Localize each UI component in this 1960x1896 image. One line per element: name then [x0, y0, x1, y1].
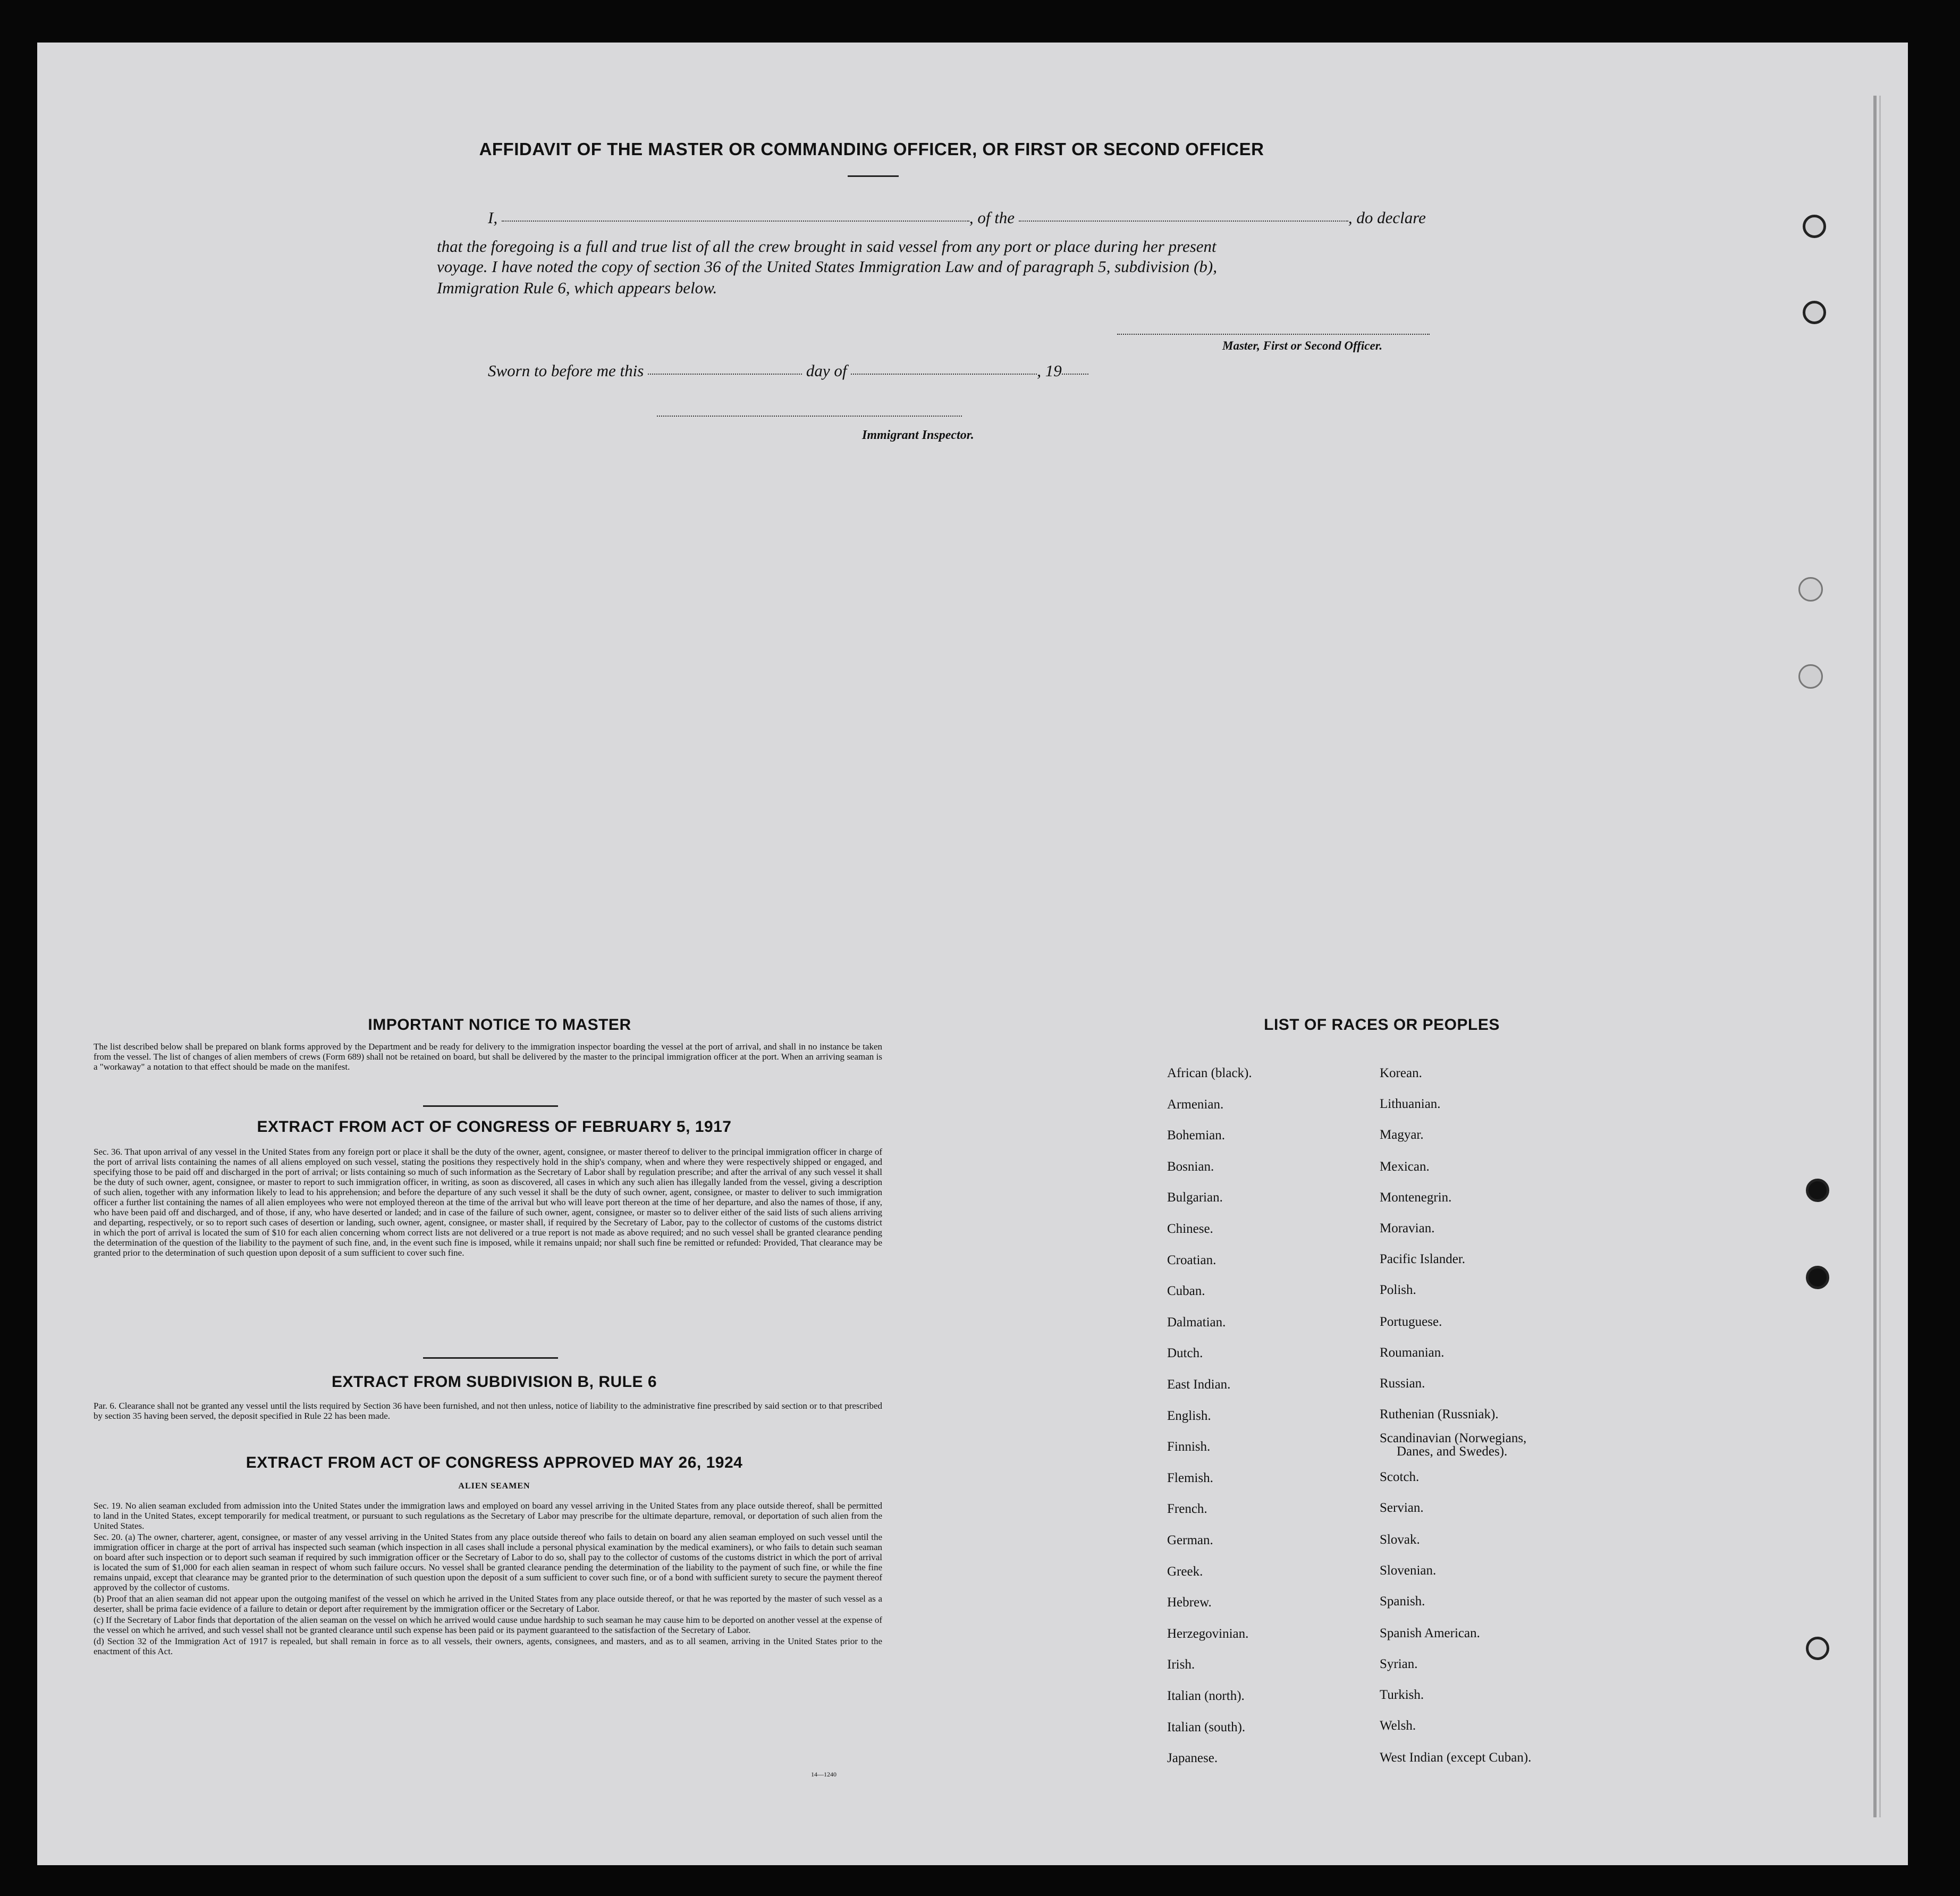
divider [423, 1105, 558, 1107]
binder-hole [1803, 215, 1826, 238]
race-item: Greek. [1167, 1564, 1203, 1579]
race-item: Flemish. [1167, 1470, 1213, 1485]
race-item: Japanese. [1167, 1751, 1218, 1766]
race-item: Turkish. [1380, 1688, 1424, 1702]
race-item: French. [1167, 1502, 1207, 1517]
sworn-prefix: Sworn to before me this [488, 361, 644, 380]
race-item: Lithuanian. [1380, 1097, 1441, 1111]
race-item: Irish. [1167, 1657, 1195, 1672]
divider [423, 1357, 558, 1359]
extract-1924-subtitle: ALIEN SEAMEN [458, 1482, 530, 1491]
affidavit-title: AFFIDAVIT OF THE MASTER OR COMMANDING OFFICER, OR FIRST OR SECOND OFFICER [479, 139, 1264, 159]
extract-1924-paragraph: (c) If the Secretary of Labor finds that deportation of the alien seaman on the vessel on which he arrived would cause undue hardship to such seaman he may cause him to be deported on another vessel at the expense of the vessel on which he arrived, and such vessel shall not be granted clearance until such expense has been paid or its payment guaranteed to the satisfaction of the Secretary of Labor. [94, 1615, 882, 1635]
master-signature-label: Master, First or Second Officer. [1222, 339, 1383, 352]
declarant-prefix: I, [488, 208, 498, 227]
day-blank [648, 374, 802, 375]
extract-1917-title: EXTRACT FROM ACT OF CONGRESS OF FEBRUARY 5, 1917 [257, 1118, 732, 1136]
extract-rule6-title: EXTRACT FROM SUBDIVISION B, RULE 6 [331, 1373, 657, 1391]
declare-label: , do declare [1348, 208, 1426, 227]
race-item: Spanish American. [1380, 1626, 1480, 1640]
form-number: 14—1240 [811, 1771, 837, 1778]
extract-1924-paragraph: Sec. 19. No alien seaman excluded from admission into the United States under the immigration laws and employed on board any vessel arriving in the United States from any place outside thereof, shall be permitted to land in the United States, except temporarily for medical treatment, or pursuant to such regulations as the Secretary of Labor may prescribe for the ultimate departure, removal, or deportation of such alien from the United States. [94, 1501, 882, 1531]
race-item: Scotch. [1380, 1470, 1420, 1484]
race-item: Welsh. [1380, 1719, 1416, 1733]
race-item: Dutch. [1167, 1346, 1203, 1361]
race-item: Pacific Islander. [1380, 1252, 1466, 1266]
of-the-label: , of the [969, 208, 1015, 227]
master-signature-line [1117, 334, 1430, 335]
binder-hole [1798, 664, 1823, 689]
race-item: Danes, and Swedes). [1397, 1444, 1508, 1459]
races-title: LIST OF RACES OR PEOPLES [1264, 1016, 1500, 1034]
race-item: Moravian. [1380, 1221, 1435, 1235]
inspector-signature-label: Immigrant Inspector. [862, 428, 974, 442]
page-edge [1873, 96, 1877, 1817]
extract-1924-text [94, 1501, 882, 1657]
extract-rule6-text: Par. 6. Clearance shall not be granted any vessel until the lists required by Section 36 have been furnished, and not then unless, notice of liability to the administrative fine prescribed by said section or to that prescribed by section 35 having been served, the deposit specified in Rule 22 has been made. [94, 1401, 882, 1421]
race-item: Slovenian. [1380, 1563, 1437, 1578]
binder-hole [1798, 577, 1823, 602]
race-item: Roumanian. [1380, 1345, 1444, 1360]
extract-1917-text: Sec. 36. That upon arrival of any vessel in the United States from any foreign port or place it shall be the duty of the owner, agent, consignee, or master thereof to deliver to the principal immigration officer in charge of the port of arrival lists containing the names of all aliens employed on such vessel, stating the positions they respectively hold in the ship's company, when and where they were respectively shipped or engaged, and specifying those to be paid off and discharged in the port of arrival; or lists containing so much of such information as the Secretary of Labor shall by regulation prescribe; and after the arrival of any such vessel it shall be the duty of such owner, agent, consignee, or master to report to such immigration officer, in writing, as soon as discovered, all cases in which any such alien has illegally landed from the vessel, giving a description of such alien, together with any information likely to lead to his apprehension; and before the departure of any such vessel it shall be the duty of such owner, agent, consignee, or master to deliver to such immigration officer a further list containing the names of all alien employees who were not employed thereon at the time of the arrival but who will leave port thereon at the time of her departure, and also the names of those, if any, who have been paid off and discharged, and of those, if any, who have deserted or landed; and in case of the failure of such owner, agent, consignee, or master so to deliver either of the said lists of such aliens arriving and departing, respectively, or so to report such cases of desertion or landing, such owner, agent, consignee, or master shall, if required by the Secretary of Labor, pay to the collector of customs of the customs district in which the port of arrival is located the sum of $10 for each alien concerning whom correct lists are not delivered or a true report is not made as above required; and no such vessel shall be granted clearance pending the determination of the question of the liability to the payment of such fine, and, in the event such fine is imposed, while it remains unpaid; nor shall such fine be remitted or refunded: Provided, That clearance may be granted prior to the determination of such question upon deposit of a sum sufficient to cover such fine. [94, 1147, 882, 1258]
race-item: Montenegrin. [1380, 1190, 1452, 1205]
notice-title: IMPORTANT NOTICE TO MASTER [368, 1016, 631, 1034]
race-item: Scandinavian (Norwegians, [1380, 1431, 1527, 1445]
race-item: English. [1167, 1408, 1211, 1423]
race-item: Italian (south). [1167, 1720, 1246, 1734]
notice-text: The list described below shall be prepared on blank forms approved by the Department and be ready for delivery to the immigration inspector boarding the vessel at the port of arrival, and shall in no instance be taken from the vessel. The list of changes of alien members of crews (Form 689) shall not be retained on board, but shall be delivered by the master to the principal immigration officer at the port. When an arriving seaman is a "workaway" a notation to that effect should be made on the manifest. [94, 1042, 882, 1072]
race-item: Polish. [1380, 1283, 1416, 1297]
extract-1924-paragraph: (d) Section 32 of the Immigration Act of 1917 is repealed, but shall remain in force as to all vessels, their owners, agents, consignees, and masters, and as to all seamen, arriving in the United States prior to the enactment of this Act. [94, 1636, 882, 1656]
extract-1924-paragraph: Sec. 20. (a) The owner, charterer, agent, consignee, or master of any vessel arriving in the United States from any place outside thereof who fails to detain on board any alien seaman employed on such vessel until the immigration officer in charge at the port of arrival has inspected such seaman (which inspection in all cases shall include a personal physical examination by the medical examiners), or who fails to detain such seaman on board after such inspection or to deport such seaman if required by such immigration officer or the Secretary of Labor to do so, shall pay to the collector of customs of the customs district in which the port of arrival is located the sum of $1,000 for each alien seaman in respect of whom such failure occurs. No vessel shall be granted clearance pending the determination of the liability to the payment of such fine, or while the fine remains unpaid, except that clearance may be granted prior to the determination of such question upon the deposit of a sum sufficient to cover such fine, or of a bond with sufficient surety to secure the payment thereof approved by the collector of customs. [94, 1532, 882, 1593]
race-item: Cuban. [1167, 1284, 1205, 1299]
binder-hole [1806, 1179, 1829, 1202]
race-item: Mexican. [1380, 1159, 1430, 1174]
race-item: East Indian. [1167, 1377, 1231, 1392]
binder-hole [1806, 1266, 1829, 1289]
month-blank [851, 374, 1037, 375]
race-item: Spanish. [1380, 1594, 1425, 1609]
race-item: Ruthenian (Russniak). [1380, 1407, 1499, 1421]
page-edge [1879, 96, 1881, 1817]
race-item: Italian (north). [1167, 1689, 1245, 1703]
race-item: Russian. [1380, 1376, 1425, 1391]
race-item: Bosnian. [1167, 1159, 1214, 1174]
divider [848, 175, 899, 177]
race-item: Bohemian. [1167, 1128, 1226, 1143]
affidavit-line-4: Immigration Rule 6, which appears below. [437, 278, 717, 297]
name-blank [502, 221, 969, 222]
race-item: Croatian. [1167, 1252, 1216, 1267]
race-item: Chinese. [1167, 1222, 1213, 1236]
extract-1924-title: EXTRACT FROM ACT OF CONGRESS APPROVED MAY 26, 1924 [246, 1454, 743, 1471]
binder-hole [1806, 1637, 1829, 1660]
year-prefix: , 19 [1037, 361, 1062, 380]
affidavit-line-3: voyage. I have noted the copy of section 36 of the United States Immigration Law and of paragraph 5, subdivision (b), [437, 257, 1217, 276]
race-item: Slovak. [1380, 1533, 1420, 1547]
inspector-signature-line [657, 416, 962, 417]
year-blank [1062, 374, 1088, 375]
vessel-blank [1019, 221, 1348, 222]
sworn-line [488, 361, 1088, 380]
race-item: Magyar. [1380, 1128, 1424, 1142]
race-item: Korean. [1380, 1066, 1422, 1080]
binder-hole [1803, 301, 1826, 324]
affidavit-line-1 [488, 208, 1426, 227]
affidavit-line-2: that the foregoing is a full and true list of all the crew brought in said vessel from any port or place during her present [437, 237, 1216, 256]
race-item: Servian. [1380, 1501, 1424, 1515]
extract-1924-paragraph: (b) Proof that an alien seaman did not appear upon the outgoing manifest of the vessel on which he arrived in the United States from any place outside thereof, or that he was reported by the master of such vessel as a deserter, shall be prima facie evidence of a failure to detain or deport after requirement by the immigration officer or the Secretary of Labor. [94, 1594, 882, 1614]
race-item: Herzegovinian. [1167, 1626, 1249, 1641]
race-item: African (black). [1167, 1066, 1252, 1080]
race-item: German. [1167, 1533, 1213, 1547]
race-item: Finnish. [1167, 1440, 1211, 1454]
race-item: Syrian. [1380, 1657, 1418, 1671]
race-item: Portuguese. [1380, 1315, 1442, 1329]
race-item: Dalmatian. [1167, 1315, 1226, 1330]
day-of-label: day of [806, 361, 847, 380]
race-item: West Indian (except Cuban). [1380, 1750, 1532, 1765]
race-item: Armenian. [1167, 1097, 1224, 1112]
race-item: Bulgarian. [1167, 1190, 1223, 1205]
race-item: Hebrew. [1167, 1595, 1212, 1610]
